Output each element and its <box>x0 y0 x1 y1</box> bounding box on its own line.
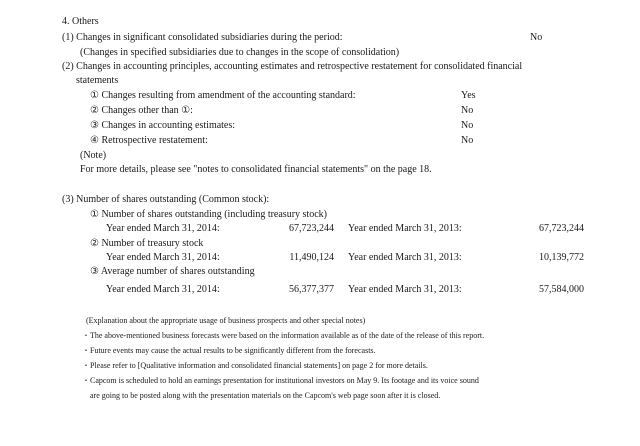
item2-row-value: No <box>461 135 474 146</box>
note-label: (Note) <box>80 150 107 161</box>
shares-group-title: ① Number of shares outstanding (including treasury stock) <box>90 209 327 220</box>
item2-row-value: Yes <box>461 90 476 101</box>
item1-value: No <box>530 32 543 43</box>
item2-row-label: ① Changes resulting from amendment of the accounting standard: <box>90 90 356 101</box>
shares-group-title: ② Number of treasury stock <box>90 238 204 249</box>
shares-right-label: Year ended March 31, 2013: <box>348 252 462 263</box>
shares-right-label: Year ended March 31, 2013: <box>348 223 462 234</box>
shares-left-label: Year ended March 31, 2014: <box>106 223 220 234</box>
item1-sub: (Changes in specified subsidiaries due to changes in the scope of consolidation) <box>80 47 400 58</box>
shares-group-title: ③ Average number of shares outstanding <box>90 266 255 277</box>
item3-label: (3) Number of shares outstanding (Common stock): <box>62 194 270 205</box>
shares-right-label: Year ended March 31, 2013: <box>348 284 462 295</box>
explanation-bullet: ・Please refer to [Qualitative information and consolidated financial statements] on page 2 for more details. <box>82 361 428 370</box>
shares-left-label: Year ended March 31, 2014: <box>106 284 220 295</box>
explanation-bullet: ・Capcom is scheduled to hold an earnings presentation for institutional investors on May 9. Its footage and its voice sound <box>82 376 479 385</box>
item2-row-value: No <box>461 120 474 131</box>
section-title: 4. Others <box>62 16 99 27</box>
shares-right-value: 67,723,244 <box>539 223 584 234</box>
shares-left-value: 56,377,377 <box>289 284 334 295</box>
explanation-heading: (Explanation about the appropriate usage of business prospects and other special notes) <box>86 316 366 325</box>
shares-right-value: 10,139,772 <box>539 252 584 263</box>
item1-label: (1) Changes in significant consolidated subsidiaries during the period: <box>62 32 343 43</box>
shares-left-value: 67,723,244 <box>289 223 334 234</box>
item2-row-label: ④ Retrospective restatement: <box>90 135 208 146</box>
item2-row-label: ③ Changes in accounting estimates: <box>90 120 236 131</box>
shares-left-label: Year ended March 31, 2014: <box>106 252 220 263</box>
shares-left-value: 11,490,124 <box>289 252 334 263</box>
explanation-bullet: ・The above-mentioned business forecasts were based on the information available as of the date of the release of this report. <box>82 331 485 340</box>
item2-row-value: No <box>461 105 474 116</box>
explanation-continuation: are going to be posted along with the presentation materials on the Capcom's web page soon after it is closed. <box>90 391 441 400</box>
explanation-bullet: ・Future events may cause the actual results to be significantly different from the forecasts. <box>82 346 376 355</box>
note-text: For more details, please see "notes to consolidated financial statements" on the page 18. <box>80 164 432 175</box>
item2-label: (2) Changes in accounting principles, accounting estimates and retrospective restatement for consolidated financial <box>62 61 523 72</box>
item2-row-label: ② Changes other than ①: <box>90 105 193 116</box>
item2-label-cont: statements <box>76 75 119 86</box>
shares-right-value: 57,584,000 <box>539 284 584 295</box>
